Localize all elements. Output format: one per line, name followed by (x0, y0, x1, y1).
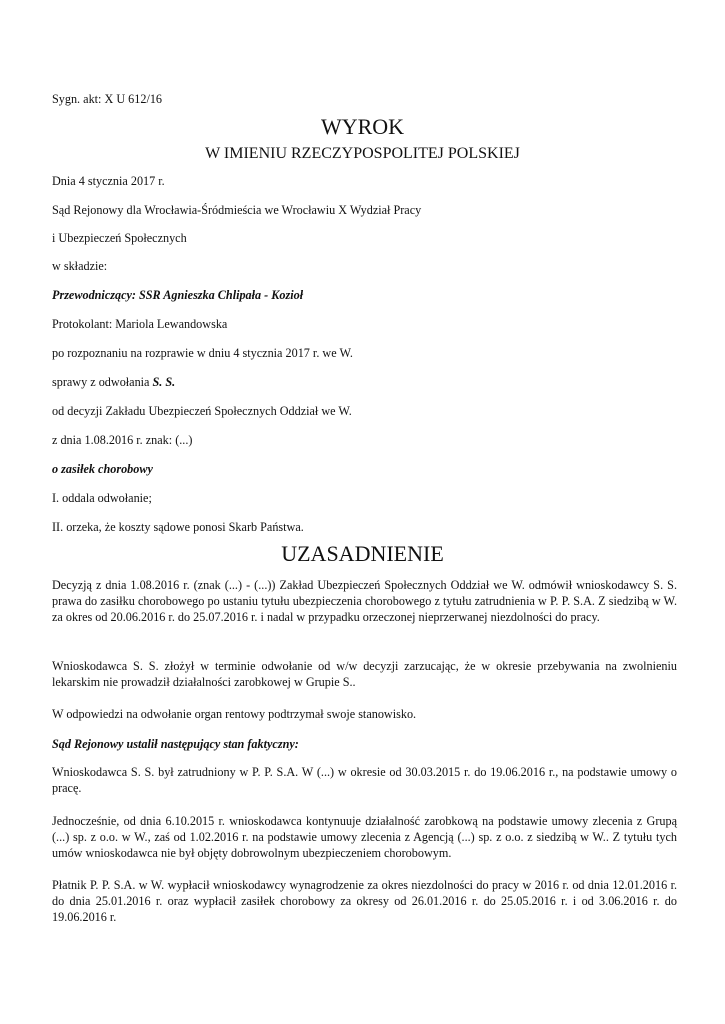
appeal-prefix: sprawy z odwołania (52, 375, 153, 389)
composition-label: w składzie: (52, 259, 108, 273)
presiding-judge: Przewodniczący: SSR Agnieszka Chlipała - Kozioł (52, 288, 304, 302)
court-line-1: Sąd Rejonowy dla Wrocławia-Śródmieścia we Wrocławiu X Wydział Pracy (52, 203, 422, 217)
facts-paragraph-3: Płatnik P. P. S.A. w W. wypłacił wnioskodawcy wynagrodzenie za okres niezdolności do pracy w 2016 r. od dnia 12.01.2016 r. do dnia 25.01.2016 r. oraz wypłacił zasiłek chorobowy za okresy od 26.01.2016 r. do 25.05.2016 r. i od 3.06.2016 r. do 19.06.2016 r. (52, 878, 677, 924)
document-subtitle: W IMIENIU RZECZYPOSPOLITEJ POLSKIEJ (205, 145, 520, 162)
document-title: WYROK (320, 114, 405, 139)
case-reference: Sygn. akt: X U 612/16 (52, 92, 163, 106)
date-line: Dnia 4 stycznia 2017 r. (52, 174, 165, 188)
justification-paragraph-3: W odpowiedzi na odwołanie organ rentowy podtrzymał swoje stanowisko. (52, 707, 417, 721)
court-clerk: Protokolant: Mariola Lewandowska (52, 317, 228, 331)
hearing-line: po rozpoznaniu na rozprawie w dniu 4 stycznia 2017 r. we W. (52, 346, 353, 360)
facts-paragraph-1: Wnioskodawca S. S. był zatrudniony w P. P. S.A. W (...) w okresie od 30.03.2015 r. do 19.06.2016 r., na podstawie umowy o pracę. (52, 765, 677, 795)
justification-title: UZASADNIENIE (281, 541, 444, 566)
appeal-line (52, 374, 175, 390)
facts-paragraph-2: Jednocześnie, od dnia 6.10.2015 r. wnioskodawca kontynuuje działalność zarobkową na podstawie umowy zlecenia z Grupą (...) sp. z o.o. w W., zaś od 1.02.2016 r. na podstawie umowy zlecenia z Agencją (...) sp. z o.o. z siedzibą w W.. Z tytułu tych umów wnioskodawca nie był objęty dobrowolnym ubezpieczeniem chorobowym. (52, 814, 677, 860)
justification-paragraph-2: Wnioskodawca S. S. złożył w terminie odwołanie od w/w decyzji zarzucając, że w okresie przebywania na zwolnieniu lekarskim nie prowadził działalności zarobkowej w Grupie S.. (52, 659, 677, 689)
court-line-2: i Ubezpieczeń Społecznych (52, 231, 187, 245)
ruling-item-1: I. oddala odwołanie; (52, 491, 152, 505)
decision-date: z dnia 1.08.2016 r. znak: (...) (52, 433, 193, 447)
appeal-party: S. S. (152, 375, 176, 389)
justification-paragraph-1: Decyzją z dnia 1.08.2016 r. (znak (...) - (...)) Zakład Ubezpieczeń Społecznych Oddział we W. odmówił wnioskodawcy S. S. prawa do zasiłku chorobowego po ustaniu tytułu ubezpieczenia chorobowego z tytułu zatrudnienia w P. P. S.A. Z siedzibą w W. za okres od 20.06.2016 r. do 25.07.2016 r. i nadal w przypadku orzeczonej nieprzerwanej niezdolności do pracy. (52, 578, 677, 624)
decision-from: od decyzji Zakładu Ubezpieczeń Społecznych Oddział we W. (52, 404, 352, 418)
case-subject: o zasiłek chorobowy (52, 462, 153, 476)
ruling-item-2: II. orzeka, że koszty sądowe ponosi Skarb Państwa. (52, 520, 304, 534)
facts-heading: Sąd Rejonowy ustalił następujący stan faktyczny: (52, 737, 299, 751)
